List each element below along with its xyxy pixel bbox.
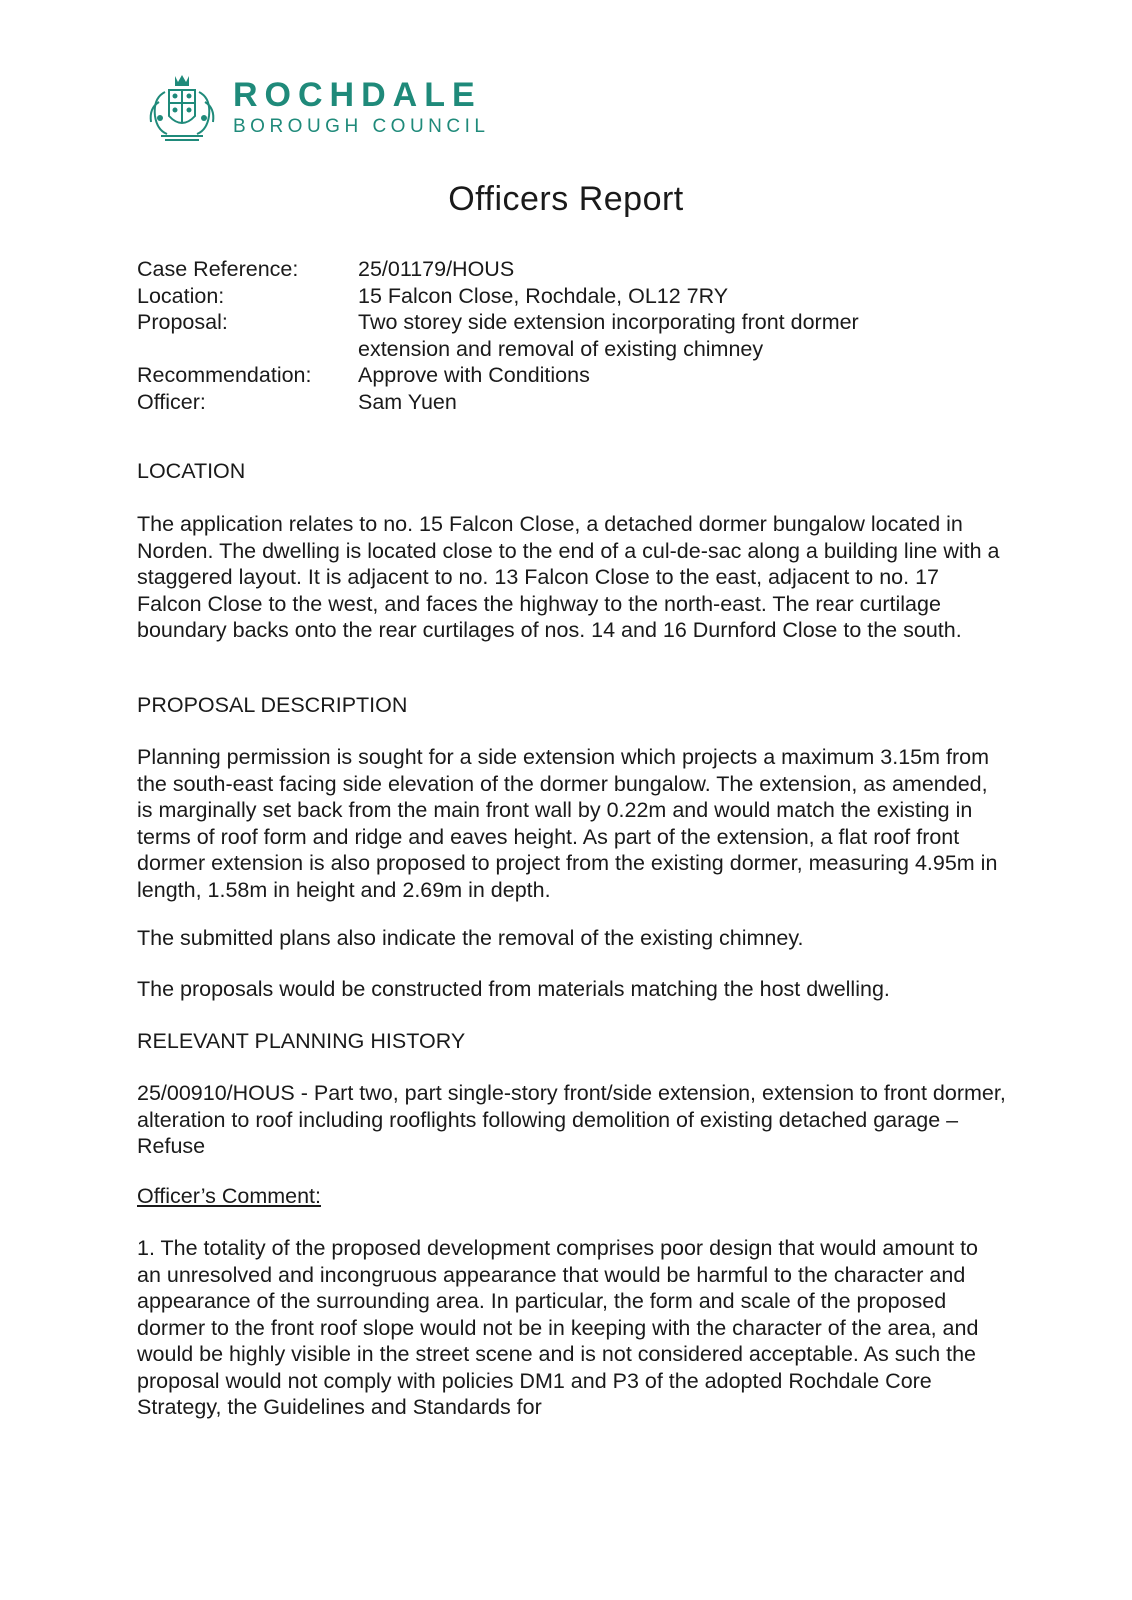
section-heading-history: RELEVANT PLANNING HISTORY bbox=[137, 1029, 466, 1053]
meta-label: Recommendation: bbox=[137, 363, 312, 387]
meta-row-recommendation bbox=[137, 362, 918, 389]
section-heading-proposal: PROPOSAL DESCRIPTION bbox=[137, 693, 408, 717]
section-heading-location: LOCATION bbox=[137, 459, 246, 483]
council-wordmark bbox=[233, 77, 489, 139]
location-paragraph: The application relates to no. 15 Falcon Close, a detached dormer bungalow located in Norden. The dwelling is located close to the end of a cul-de-sac along a building line with a staggered layout. It is adjacent to no. 13 Falcon Close to the east, adjacent to no. 17 Falcon Close to the west, and faces the highway to the north-east. The rear curtilage boundary backs onto the rear curtilages of nos. 14 and 16 Durnford Close to the south. bbox=[137, 512, 1000, 642]
proposal-paragraph-2: The submitted plans also indicate the removal of the existing chimney. bbox=[137, 926, 804, 950]
council-crest-icon bbox=[145, 72, 219, 144]
meta-label: Proposal: bbox=[137, 310, 228, 334]
council-name: ROCHDALE bbox=[233, 76, 482, 114]
meta-row-officer bbox=[137, 389, 918, 416]
meta-value: Approve with Conditions bbox=[358, 363, 590, 387]
meta-row-proposal bbox=[137, 309, 918, 362]
meta-value: Sam Yuen bbox=[358, 389, 457, 414]
meta-value: Two storey side extension incorporating front dormer extension and removal of existing chimney bbox=[358, 310, 859, 361]
council-logo bbox=[145, 72, 489, 144]
meta-value: 15 Falcon Close, Rochdale, OL12 7RY bbox=[358, 283, 729, 308]
officer-comment-paragraph: 1. The totality of the proposed development comprises poor design that would amount to an unresolved and incongruous appearance that would be harmful to the character and appearance of the surrounding area. In particular, the form and scale of the proposed dormer to the front roof slope would not be in keeping with the character of the area, and would be highly visible in the street scene and is not considered acceptable. As such the proposal would not comply with policies DM1 and P3 of the adopted Rochdale Core Strategy, the Guidelines and Standards for bbox=[137, 1236, 979, 1419]
meta-value: 25/01179/HOUS bbox=[358, 257, 515, 281]
meta-label: Case Reference: bbox=[137, 257, 299, 281]
proposal-paragraph-3: The proposals would be constructed from materials matching the host dwelling. bbox=[137, 977, 890, 1001]
meta-label: Officer: bbox=[137, 389, 206, 414]
meta-row-location bbox=[137, 283, 918, 310]
meta-row-case-reference bbox=[137, 256, 918, 283]
page-title: Officers Report bbox=[448, 180, 684, 218]
proposal-paragraph-1: Planning permission is sought for a side extension which projects a maximum 3.15m from the south-east facing side elevation of the dormer bungalow. The extension, as amended, is marginally set back from the main front wall by 0.22m and would match the existing in terms of roof form and ridge and eaves height. As part of the extension, a flat roof front dormer extension is also proposed to project from the existing dormer, measuring 4.95m in length, 1.58m in height and 2.69m in depth. bbox=[137, 745, 998, 902]
case-details bbox=[137, 256, 918, 415]
meta-label: Location: bbox=[137, 283, 225, 308]
council-subtitle: BOROUGH COUNCIL bbox=[233, 116, 490, 137]
history-paragraph: 25/00910/HOUS - Part two, part single-story front/side extension, extension to front dormer, alteration to roof including rooflights following demolition of existing detached garage – Refuse bbox=[137, 1081, 1006, 1158]
officer-comment-heading: Officer’s Comment: bbox=[137, 1184, 321, 1208]
